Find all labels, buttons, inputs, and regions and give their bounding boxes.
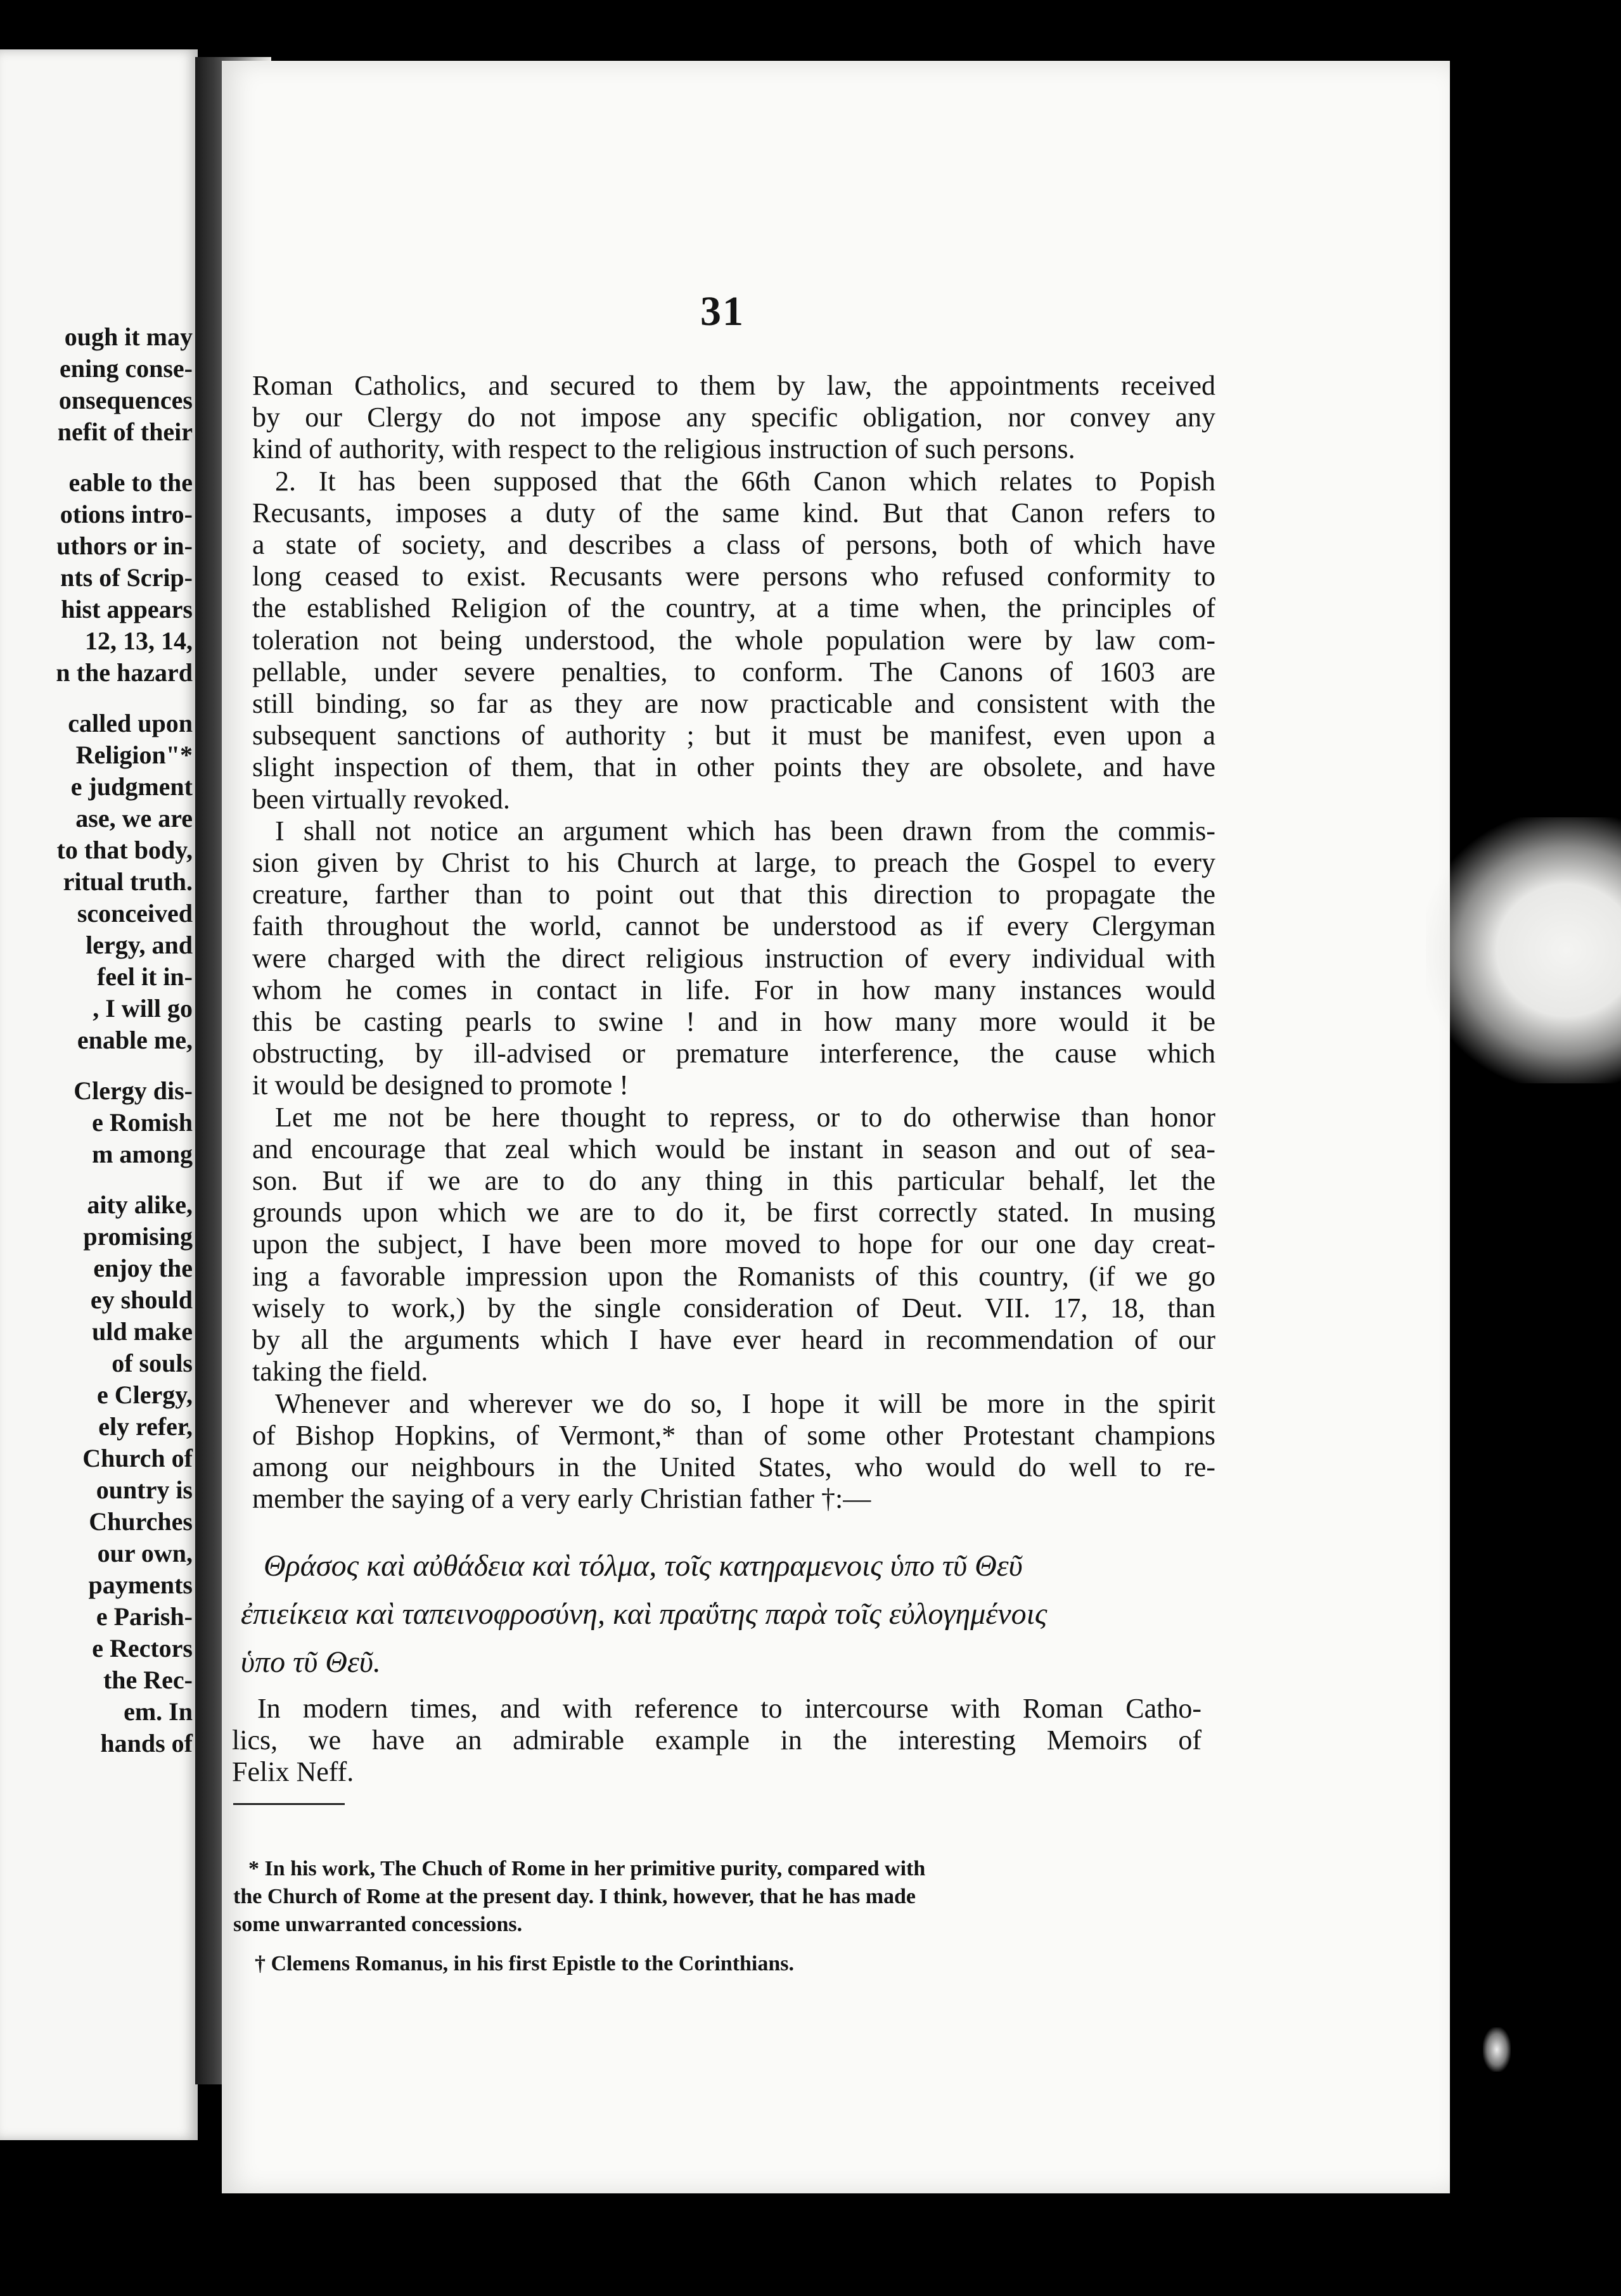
- greek-line: ὑπο τῦ Θεῦ.: [241, 1645, 381, 1679]
- body-line: Whenever and wherever we do so, I hope it will be more in the spirit: [275, 1387, 1215, 1419]
- paper-bleed-mark: [1426, 817, 1621, 1083]
- body-line: the established Religion of the country, at a time when, the principles of: [252, 592, 1215, 624]
- body-line: Felix Neff.: [232, 1756, 354, 1787]
- left-page-line: enable me,: [77, 1026, 193, 1054]
- left-page-line: e Rectors: [92, 1634, 193, 1662]
- body-line: Roman Catholics, and secured to them by law, the appointments received: [252, 370, 1215, 401]
- left-page-line: m among: [92, 1140, 193, 1168]
- body-line: wisely to work,) by the single consideration of Deut. VII. 17, 18, than: [252, 1292, 1215, 1323]
- footnote-line: the Church of Rome at the present day. I think, however, that he has made: [233, 1885, 916, 1908]
- left-page-line: lergy, and: [86, 931, 193, 959]
- left-page-line: Church of: [82, 1444, 193, 1472]
- page-number: 31: [700, 288, 745, 335]
- left-page-line: of souls: [112, 1349, 193, 1377]
- body-line: still binding, so far as they are now practicable and consistent with the: [252, 688, 1215, 720]
- body-line: faith throughout the world, cannot be understood as if every Clergyman: [252, 910, 1215, 942]
- body-line: son. But if we are to do any thing in this particular behalf, let the: [252, 1165, 1215, 1197]
- body-line: kind of authority, with respect to the religious instruction of such persons.: [252, 433, 1075, 465]
- left-page-line: Religion"*: [75, 741, 193, 769]
- left-page-line: n the hazard: [56, 658, 193, 687]
- left-page-line: the Rec-: [103, 1666, 193, 1694]
- left-page-line: , I will go: [93, 994, 193, 1023]
- left-page-line: ountry is: [96, 1476, 193, 1504]
- body-line: upon the subject, I have been more moved to hope for our one day creat-: [252, 1228, 1215, 1260]
- left-page-line: nefit of their: [57, 418, 193, 446]
- footnote-line: some unwarranted concessions.: [233, 1913, 523, 1936]
- body-line: by our Clergy do not impose any specific obligation, nor convey any: [252, 402, 1215, 433]
- body-line: ing a favorable impression upon the Romanists of this country, (if we go: [252, 1260, 1215, 1292]
- body-line: pellable, under severe penalties, to conform. The Canons of 1603 are: [252, 656, 1215, 687]
- left-page-fragment: [0, 49, 198, 2140]
- left-page-line: called upon: [68, 709, 193, 737]
- body-line: obstructing, by ill-advised or premature interference, the cause which: [252, 1038, 1215, 1069]
- body-line: and encourage that zeal which would be instant in season and out of sea-: [252, 1133, 1215, 1164]
- body-line: among our neighbours in the United States, who would do well to re-: [252, 1451, 1215, 1483]
- footnote-line: † Clemens Romanus, in his first Epistle to the Corinthians.: [255, 1952, 795, 1975]
- closing-paragraph: [232, 1693, 1201, 1788]
- body-line: were charged with the direct religious instruction of every individual with: [252, 942, 1215, 974]
- left-page-line: Churches: [89, 1507, 193, 1536]
- left-page-line: em. In: [124, 1697, 193, 1726]
- paper-speck-mark: [1483, 2027, 1511, 2072]
- left-page-line: eable to the: [68, 468, 193, 497]
- left-page-line: ritual truth.: [63, 867, 193, 896]
- greek-quotation: [241, 1542, 1204, 1687]
- left-page-line: Clergy dis-: [74, 1076, 193, 1105]
- body-line: I shall not notice an argument which has been drawn from the commis-: [275, 815, 1215, 846]
- left-page-line: otions intro-: [60, 500, 193, 528]
- body-line: long ceased to exist. Recusants were persons who refused conformity to: [252, 561, 1215, 592]
- left-page-line: hist appears: [61, 595, 193, 623]
- left-page-line: uthors or in-: [56, 532, 193, 560]
- footnotes: [233, 1855, 1196, 1978]
- left-page-line: promising: [83, 1222, 193, 1251]
- left-page-line: payments: [88, 1571, 193, 1599]
- left-page-line: e Parish-: [96, 1602, 193, 1631]
- body-line: In modern times, and with reference to intercourse with Roman Catho-: [257, 1693, 1201, 1724]
- left-page-line: uld make: [92, 1317, 193, 1346]
- body-line: subsequent sanctions of authority ; but it must be manifest, even upon a: [252, 720, 1215, 751]
- left-page-line: ely refer,: [98, 1412, 193, 1441]
- body-line: sion given by Christ to his Church at large, to preach the Gospel to every: [252, 847, 1215, 879]
- greek-line: ἐπιείκεια καὶ ταπεινοφροσύνη, καὶ πραΰτης παρὰ τοῖς εὐλογημένοις: [241, 1597, 1048, 1631]
- body-line: toleration not being understood, the whole population were by law com-: [252, 624, 1215, 656]
- left-page-line: to that body,: [56, 836, 193, 864]
- left-page-line: aity alike,: [87, 1190, 193, 1219]
- left-page-line: nts of Scrip-: [60, 563, 193, 592]
- body-line: grounds upon which we are to do it, be first correctly stated. In musing: [252, 1197, 1215, 1228]
- left-page-line: e Romish: [92, 1108, 193, 1137]
- body-line: lics, we have an admirable example in the interesting Memoirs of: [232, 1725, 1201, 1756]
- body-line: been virtually revoked.: [252, 783, 510, 815]
- body-line: slight inspection of them, that in other points they are obsolete, and have: [252, 751, 1215, 783]
- body-line: Recusants, imposes a duty of the same kind. But that Canon refers to: [252, 497, 1215, 528]
- left-page-line: hands of: [100, 1729, 193, 1757]
- body-line: 2. It has been supposed that the 66th Canon which relates to Popish: [275, 465, 1215, 497]
- body-line: a state of society, and describes a class of persons, both of which have: [252, 529, 1215, 561]
- left-page-line: ey should: [90, 1285, 193, 1314]
- body-line: it would be designed to promote !: [252, 1069, 629, 1101]
- body-line: member the saying of a very early Christian father †:—: [252, 1483, 871, 1515]
- body-line: of Bishop Hopkins, of Vermont,* than of some other Protestant champions: [252, 1419, 1215, 1451]
- left-page-line: ening conse-: [60, 354, 193, 383]
- left-page-line: e Clergy,: [96, 1381, 193, 1409]
- left-page-line: our own,: [97, 1539, 193, 1567]
- left-page-line: ase, we are: [75, 804, 193, 832]
- left-page-line: onsequences: [58, 386, 193, 414]
- body-line: by all the arguments which I have ever heard in recommendation of our: [252, 1324, 1215, 1356]
- body-line: this be casting pearls to swine ! and in how many more would it be: [252, 1006, 1215, 1038]
- left-page-line: e judgment: [70, 772, 193, 801]
- body-text: [252, 370, 1215, 1515]
- footnote-line: * In his work, The Chuch of Rome in her primitive purity, compared with: [248, 1857, 926, 1880]
- left-page-line: 12, 13, 14,: [85, 627, 193, 655]
- left-page-line: ough it may: [64, 322, 193, 351]
- footnote-rule: [233, 1803, 345, 1805]
- body-line: creature, farther than to point out that this direction to propagate the: [252, 879, 1215, 910]
- left-page-line: enjoy the: [93, 1254, 193, 1282]
- body-line: taking the field.: [252, 1356, 428, 1387]
- greek-line: Θράσος καὶ αὐθάδεια καὶ τόλμα, τοῖς κατηραμενοις ὑπο τῦ Θεῦ: [264, 1549, 1023, 1583]
- body-line: Let me not be here thought to repress, or to do otherwise than honor: [275, 1101, 1215, 1133]
- left-page-line: sconceived: [77, 899, 193, 928]
- left-page-line: feel it in-: [96, 962, 193, 991]
- body-line: whom he comes in contact in life. For in how many instances would: [252, 974, 1215, 1005]
